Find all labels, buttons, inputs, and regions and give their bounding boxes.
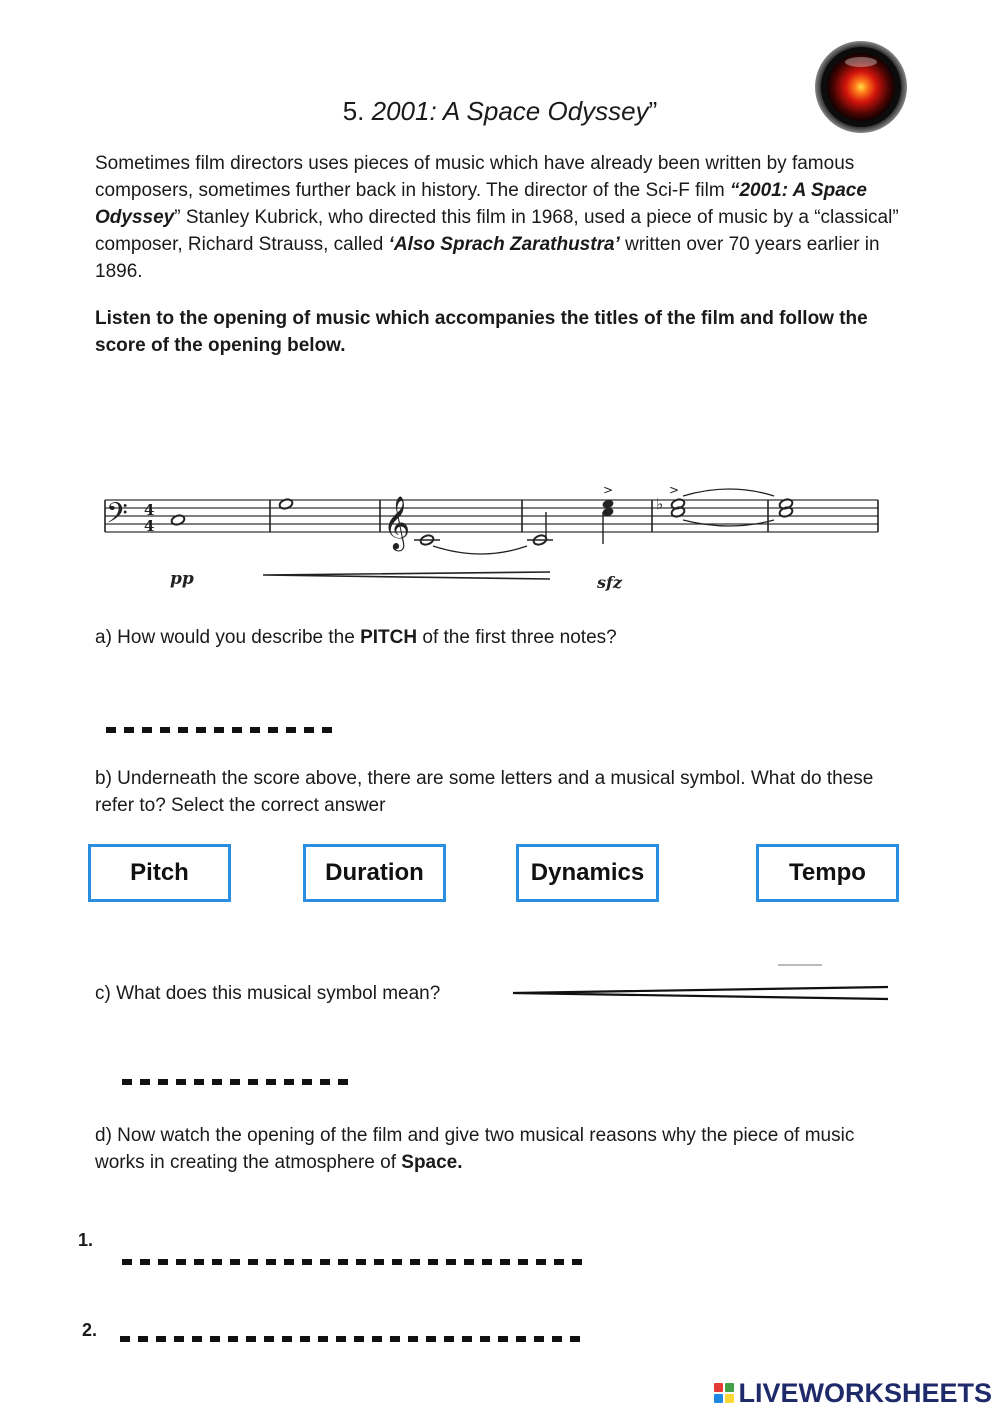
logo-text: LIVEWORKSHEETS bbox=[738, 1377, 992, 1408]
option-tempo-button[interactable]: Tempo bbox=[756, 844, 899, 902]
instruction-text: Listen to the opening of music which accompanies the titles of the film and follow the score of the opening below. bbox=[95, 308, 868, 356]
question-a-prefix: a) How would you describe the bbox=[95, 627, 361, 648]
liveworksheets-logo bbox=[714, 1378, 992, 1408]
title-number: 5. bbox=[342, 96, 365, 126]
question-a bbox=[95, 624, 915, 651]
decrescendo-symbol-icon bbox=[510, 962, 895, 1004]
question-c: c) What does this musical symbol mean? bbox=[95, 983, 441, 1004]
title-film: 2001: A Space Odyssey bbox=[371, 96, 649, 126]
intro-piece-name: ‘Also Sprach Zarathustra’ bbox=[388, 234, 620, 255]
answer-number-2: 2. bbox=[82, 1320, 98, 1340]
answer-d1-field[interactable] bbox=[122, 1259, 590, 1265]
intro-text-3: written over 70 years earlier in 1896. bbox=[95, 234, 880, 282]
music-score bbox=[100, 478, 900, 603]
accent-mark-1: > bbox=[603, 483, 614, 497]
intro-text-1: Sometimes film directors uses pieces of music which have already been written by famous composers, sometimes further back in history. The director of the Sci-F film bbox=[95, 153, 855, 201]
tie-1 bbox=[433, 546, 527, 554]
intro-text-2: ” Stanley Kubrick, who directed this film in 1968, used a piece of music by a “classical” composer, Richard Strauss, called bbox=[95, 207, 899, 255]
question-b: b) Underneath the score above, there are some letters and a musical symbol. What do these refer to? Select the correct answer bbox=[95, 768, 874, 816]
bass-clef-icon: 𝄢 bbox=[106, 497, 128, 537]
treble-clef-icon: 𝄞 bbox=[383, 495, 411, 549]
time-signature-bottom: 4 bbox=[144, 517, 155, 535]
staff-lines bbox=[105, 500, 878, 532]
intro-paragraph bbox=[95, 150, 915, 285]
hal-eye-icon bbox=[814, 40, 908, 134]
dynamic-sfz: sfz bbox=[597, 573, 622, 592]
logo-blocks-icon bbox=[714, 1383, 734, 1403]
question-d-keyword: Space. bbox=[401, 1152, 463, 1173]
dynamic-pp: pp bbox=[170, 569, 194, 589]
accent-mark-2: > bbox=[669, 483, 680, 497]
flat-sign: ♭ bbox=[656, 495, 664, 513]
answer-d2-field[interactable] bbox=[120, 1336, 588, 1342]
option-pitch-button[interactable]: Pitch bbox=[88, 844, 231, 902]
tie-3 bbox=[683, 520, 774, 526]
question-a-suffix: of the first three notes? bbox=[417, 627, 617, 648]
tie-2 bbox=[683, 489, 774, 496]
option-duration-button[interactable]: Duration bbox=[303, 844, 446, 902]
answer-a-field[interactable] bbox=[106, 727, 336, 733]
decrescendo-hairpin bbox=[263, 572, 550, 579]
question-d-prefix: d) Now watch the opening of the film and give two musical reasons why the piece of music works in creating the atmosphere of bbox=[95, 1125, 855, 1173]
time-signature-top: 4 bbox=[144, 501, 155, 519]
answer-number-1: 1. bbox=[78, 1230, 94, 1250]
question-d bbox=[95, 1122, 895, 1176]
option-dynamics-button[interactable]: Dynamics bbox=[516, 844, 659, 902]
title-closing-quote: ” bbox=[648, 96, 658, 126]
answer-c-field[interactable] bbox=[122, 1079, 352, 1085]
intro-film-name: “2001: A Space Odyssey bbox=[95, 180, 867, 228]
question-a-keyword: PITCH bbox=[360, 627, 418, 648]
